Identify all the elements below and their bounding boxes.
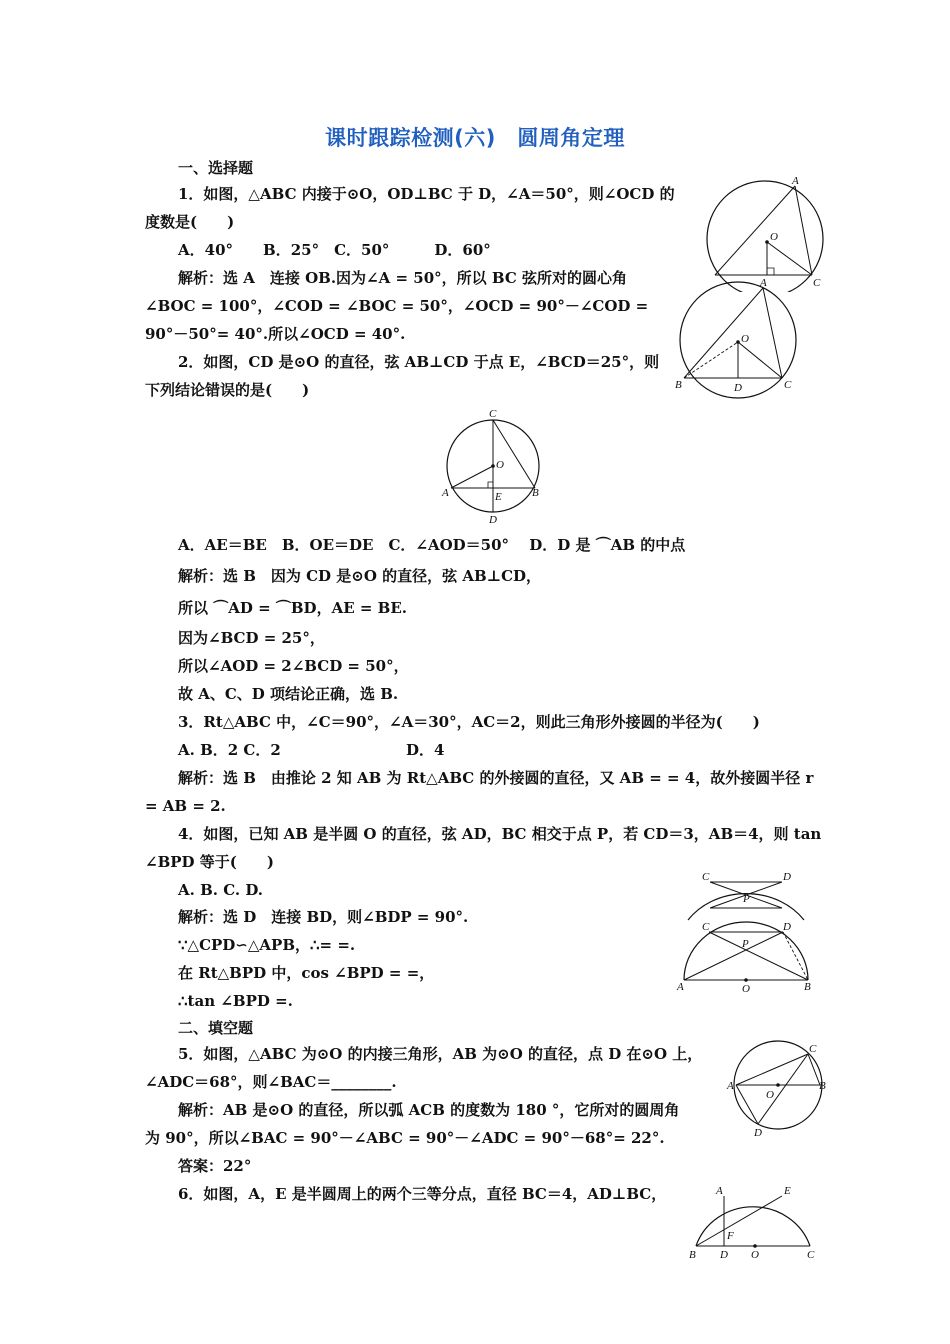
q4-stem-line1: 4．如图，已知 AB 是半圆 O 的直径，弦 AD，BC 相交于点 P，若 CD＝3，AB＝4，则 tan <box>178 825 822 843</box>
q2-solution-line3: 因为∠BCD = 25°， <box>178 629 325 647</box>
figure-q5-circle <box>726 1040 836 1140</box>
fig5-label-d: D <box>754 1127 762 1139</box>
fig3-label-c: C <box>489 408 497 420</box>
q2-solution-line2: 所以 ⌒AD = ⌒BD，AE = BE. <box>178 599 407 617</box>
figure-q6-semicircle <box>686 1182 826 1264</box>
fig4-top-label-p: P <box>743 893 750 905</box>
fig6-label-e: E <box>784 1185 791 1197</box>
fig1-label-c: C <box>813 277 821 289</box>
fig1-label-o: O <box>770 231 778 243</box>
fig2-label-o: O <box>741 333 749 345</box>
q4-stem-line2: ∠BPD 等于( ) <box>145 853 274 871</box>
q2-solution-line1: 解析：选 B 因为 CD 是⊙O 的直径，弦 AB⊥CD， <box>178 567 542 585</box>
fig6-label-a: A <box>716 1185 723 1197</box>
q4-solution-line4: ∴tan ∠BPD =. <box>178 992 293 1010</box>
q2-options: A．AE＝BE B．OE＝DE C．∠AOD＝50° D．D 是 ⌒AB 的中点 <box>178 536 686 554</box>
figure-q1-solution-circle <box>674 278 804 400</box>
q2-solution-line5: 故 A、C、D 项结论正确，选 B. <box>178 685 399 703</box>
fig5-label-c: C <box>809 1043 817 1055</box>
q5-solution-line2: 为 90°，所以∠BAC = 90°－∠ABC = 90°－∠ADC = 90°－68°= 22°. <box>145 1129 665 1147</box>
fig4-label-d: D <box>783 921 791 933</box>
fig6-label-b: B <box>689 1249 696 1261</box>
q5-answer: 答案：22° <box>178 1157 252 1175</box>
fig4-label-a: A <box>677 981 684 993</box>
q4-solution-line2: ∵△CPD∽△APB，∴= =. <box>178 936 356 954</box>
fig3-label-d: D <box>489 514 497 526</box>
fig4-top-label-c: C <box>702 871 710 883</box>
fig5-label-o: O <box>766 1089 774 1101</box>
figure-q1-circle <box>700 172 830 292</box>
q3-stem: 3．Rt△ABC 中，∠C＝90°，∠A＝30°，AC＝2，则此三角形外接圆的半径为( ) <box>178 713 760 731</box>
page-title: 课时跟踪检测(六) 圆周角定理 <box>325 126 625 150</box>
fig4-label-c: C <box>702 921 710 933</box>
fig6-label-f: F <box>727 1230 734 1242</box>
fig3-label-o: O <box>496 459 504 471</box>
q1-solution-line2: ∠BOC = 100°，∠COD = ∠BOC = 50°，∠OCD = 90°－∠COD = <box>145 297 649 315</box>
q2-solution-line4: 所以∠AOD = 2∠BCD = 50°， <box>178 657 409 675</box>
q6-stem-line1: 6．如图，A，E 是半圆周上的两个三等分点，直径 BC＝4，AD⊥BC， <box>178 1185 667 1203</box>
fig3-label-a: A <box>442 487 449 499</box>
q1-stem-line1: 1．如图，△ABC 内接于⊙O，OD⊥BC 于 D，∠A＝50°，则∠OCD 的 <box>178 185 675 203</box>
q2-stem-line1: 2．如图，CD 是⊙O 的直径，弦 AB⊥CD 于点 E，∠BCD＝25°，则 <box>178 353 660 371</box>
figure-q2-circle <box>438 404 548 528</box>
fig2-label-c: C <box>784 379 792 391</box>
q3-options: A. B．2 C．2 D．4 <box>178 741 445 759</box>
fig6-label-o: O <box>751 1249 759 1261</box>
fig3-label-e: E <box>495 491 502 503</box>
q1-options: A．40° B．25° C．50° D．60° <box>178 241 491 259</box>
q1-solution-line3: 90°－50°= 40°.所以∠OCD = 40°. <box>145 325 406 343</box>
section-heading-choice: 一、选择题 <box>178 159 254 177</box>
q4-solution-line1: 解析：选 D 连接 BD，则∠BDP = 90°. <box>178 908 469 926</box>
fig4-top-label-d: D <box>783 871 791 883</box>
q1-stem-line2: 度数是( ) <box>145 213 235 231</box>
q5-stem-line1: 5．如图，△ABC 为⊙O 的内接三角形，AB 为⊙O 的直径，点 D 在⊙O 上， <box>178 1045 703 1063</box>
fig4-label-o: O <box>742 983 750 995</box>
fig6-label-d: D <box>720 1249 728 1261</box>
section-heading-fill: 二、填空题 <box>178 1019 254 1037</box>
q2-stem-line2: 下列结论错误的是( ) <box>145 381 310 399</box>
fig2-label-b: B <box>675 379 682 391</box>
q1-solution-line1: 解析：选 A 连接 OB.因为∠A = 50°，所以 BC 弦所对的圆心角 <box>178 269 627 287</box>
fig5-label-a: A <box>727 1080 734 1092</box>
fig4-label-b: B <box>804 981 811 993</box>
fig4-label-p: P <box>742 938 749 950</box>
q3-solution-line2: = AB = 2. <box>145 797 226 815</box>
q5-stem-line2: ∠ADC＝68°，则∠BAC＝________. <box>145 1073 397 1091</box>
figure-q4-semicircles <box>676 868 816 998</box>
fig5-label-b: B <box>819 1080 826 1092</box>
q5-solution-line1: 解析：AB 是⊙O 的直径，所以弧 ACB 的度数为 180 °，它所对的圆周角 <box>178 1101 680 1119</box>
fig1-label-a: A <box>792 175 799 187</box>
fig2-label-d: D <box>734 382 742 394</box>
q3-solution-line1: 解析：选 B 由推论 2 知 AB 为 Rt△ABC 的外接圆的直径，又 AB = = 4，故外接圆半径 r <box>178 769 814 787</box>
fig2-label-a: A <box>760 278 767 289</box>
fig6-label-c: C <box>807 1249 815 1261</box>
fig3-label-b: B <box>532 487 539 499</box>
q4-solution-line3: 在 Rt△BPD 中，cos ∠BPD = =， <box>178 964 435 982</box>
q4-options: A. B. C. D. <box>178 881 264 899</box>
